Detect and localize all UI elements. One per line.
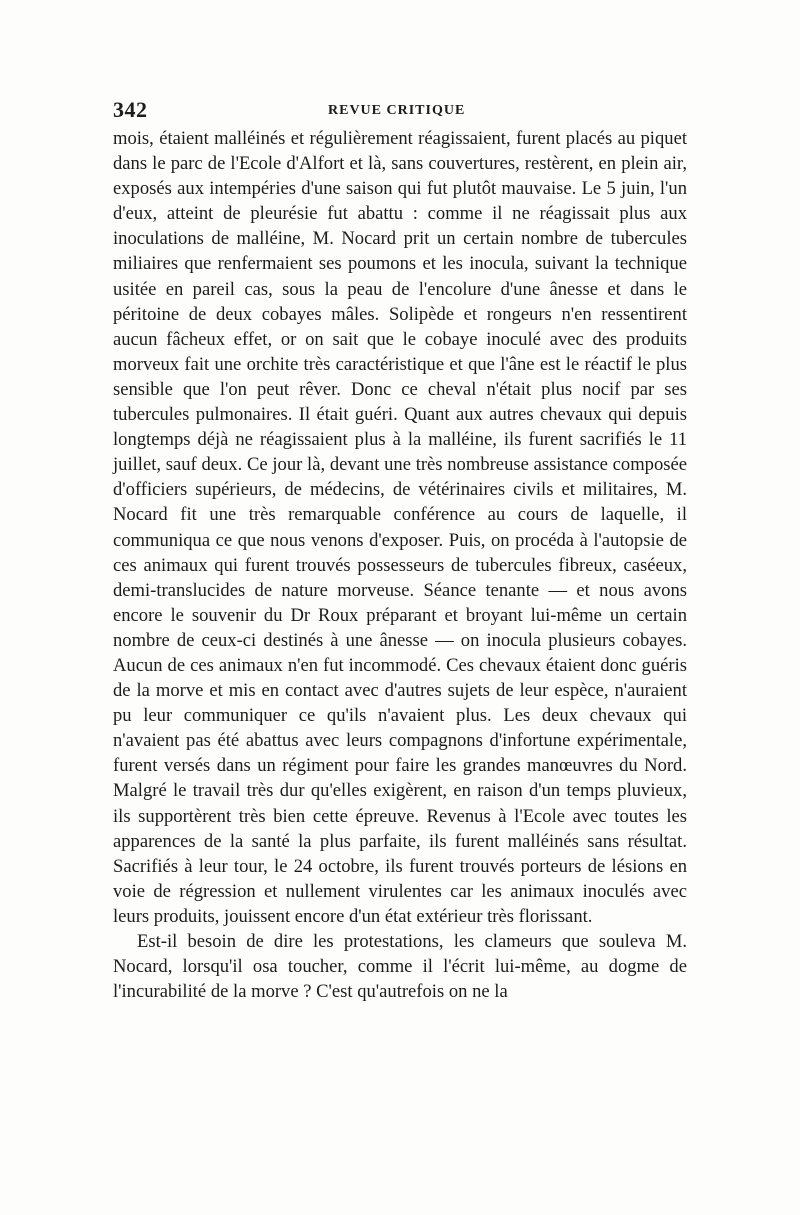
page-body <box>113 126 687 1004</box>
page-header <box>113 97 688 123</box>
paragraph-1: mois, étaient malléinés et régulièrement réagissaient, furent placés au piquet dans le parc de l'Ecole d'Alfort et là, sans couvertures, restèrent, en plein air, exposés aux intempéries d'une saison qui fut plutôt mauvaise. Le 5 juin, l'un d'eux, atteint de pleurésie fut abattu : comme il ne réagissait plus aux inoculations de malléine, M. Nocard prit un certain nombre de tubercules miliaires que renfermaient ses poumons et les inocula, suivant la technique usitée en pareil cas, sous la peau de l'encolure d'une ânesse et dans le péritoine de deux cobayes mâles. Solipède et rongeurs n'en ressentirent aucun fâcheux effet, or on sait que le cobaye inoculé avec des produits morveux fait une orchite très caractéristique et que l'âne est le réactif le plus sensible que l'on peut rêver. Donc ce cheval n'était plus nocif par ses tubercules pulmonaires. Il était guéri. Quant aux autres chevaux qui depuis longtemps déjà ne réagissaient plus à la malléine, ils furent sacrifiés le 11 juillet, sauf deux. Ce jour là, devant une très nombreuse assistance composée d'officiers supérieurs, de médecins, de vétérinaires civils et militaires, M. Nocard fit une très remarquable conférence au cours de laquelle, il communiqua ce que nous venons d'exposer. Puis, on procéda à l'autopsie de ces animaux qui furent trouvés possesseurs de tubercules fibreux, caséeux, demi-translucides de nature morveuse. Séance tenante — et nous avons encore le souvenir du Dr Roux préparant et broyant lui-même un certain nombre de ceux-ci destinés à une ânesse — on inocula plusieurs cobayes. Aucun de ces animaux n'en fut incommodé. Ces chevaux étaient donc guéris de la morve et mis en contact avec d'autres sujets de leur espèce, n'auraient pu leur communiquer ce qu'ils n'avaient plus. Les deux chevaux qui n'avaient pas été abattus avec leurs compagnons d'infortune expérimentale, furent versés dans un régiment pour faire les grandes manœuvres du Nord. Malgré le travail très dur qu'elles exigèrent, en raison d'un temps pluvieux, ils supportèrent très bien cette épreuve. Revenus à l'Ecole avec toutes les apparences de la santé la plus parfaite, ils furent malléinés sans résultat. Sacrifiés à leur tour, le 24 octobre, ils furent trouvés porteurs de lésions en voie de régression et nullement virulentes car les animaux inoculés avec leurs produits, jouissent encore d'un état extérieur très florissant. <box>113 128 687 927</box>
page-number: 342 <box>113 97 148 122</box>
running-head: REVUE CRITIQUE <box>328 103 466 118</box>
paragraph-2: Est-il besoin de dire les protestations, les clameurs que souleva M. Nocard, lorsqu'il osa toucher, comme il l'écrit lui-même, au dogme de l'incurabilité de la morve ? C'est qu'autrefois on ne la <box>113 931 687 1003</box>
